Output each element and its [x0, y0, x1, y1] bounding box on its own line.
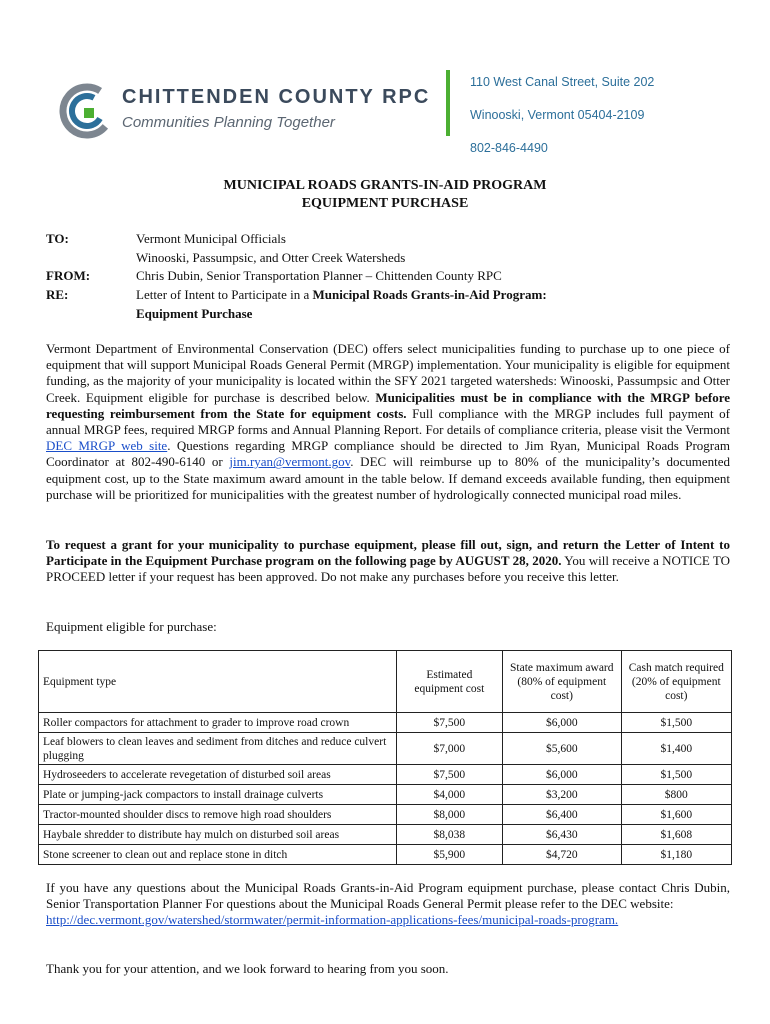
state-award-cell: $3,200	[503, 785, 622, 805]
intro-paragraph	[46, 341, 730, 503]
contact-text: If you have any questions about the Municipal Roads Grants-in-Aid Program equipment purchase, please contact Chris Dubin, Senior Transportation Planner For questions about the Municipal Roads General Permit please refer to the DEC website:	[46, 880, 730, 912]
to-label: TO:	[46, 231, 69, 246]
request-paragraph	[46, 537, 730, 586]
org-name: CHITTENDEN COUNTY RPC	[122, 86, 431, 108]
state-award-cell: $5,600	[503, 733, 622, 765]
estimated-cost-cell: $7,500	[396, 713, 502, 733]
estimated-cost-cell: $8,038	[396, 825, 502, 845]
equipment-type-cell: Plate or jumping-jack compactors to install drainage culverts	[39, 785, 397, 805]
col-state-award: State maximum award (80% of equipment cost)	[503, 651, 622, 713]
state-award-cell: $4,720	[503, 845, 622, 865]
table-row	[39, 733, 732, 765]
table-row	[39, 845, 732, 865]
equipment-type-cell: Hydroseeders to accelerate revegetation of disturbed soil areas	[39, 765, 397, 785]
col-equipment-type: Equipment type	[39, 651, 397, 713]
cash-match-cell: $1,500	[621, 713, 731, 733]
re-label: RE:	[46, 287, 69, 302]
estimated-cost-cell: $4,000	[396, 785, 502, 805]
intro-text-1: Vermont Department of Environmental Conservation (DEC) offers select municipalities funding to purchase up to one piece of equipment that will support Municipal Roads General Permit (MRGP) implementation. Your municipality is eligible for equipment funding, as the majority of your municipality is located within the SFY 2021 targeted watersheds: Winooski, Passumpsic and Otter Creek. Equipment eligible for purchase is described below.	[46, 341, 730, 405]
state-award-cell: $6,400	[503, 805, 622, 825]
document-subtitle: EQUIPMENT PURCHASE	[301, 196, 469, 211]
equipment-type-cell: Leaf blowers to clean leaves and sediment from ditches and reduce culvert plugging	[39, 733, 397, 765]
equipment-table	[38, 650, 732, 865]
phone-number: 802-846-4490	[470, 141, 548, 155]
to-line1: Vermont Municipal Officials	[136, 231, 286, 246]
compliance-notice: Municipalities must be in compliance with the MRGP before requesting reimbursement from the State for equipment costs.	[46, 389, 731, 421]
intro-text-3: . Questions regarding MRGP compliance should be directed to Jim Ryan, Municipal Roads Program Coordinator at 802-490-6140 or	[46, 438, 730, 470]
cash-match-cell: $1,600	[621, 805, 731, 825]
request-text: You will receive a NOTICE TO PROCEED letter if your request has been approved. Do not make any purchases before you receive this letter.	[46, 553, 730, 585]
dec-program-link[interactable]: http://dec.vermont.gov/watershed/stormwater/permit-information-applications-fees/municipal-roads-program.	[46, 912, 619, 928]
table-header-row	[39, 651, 732, 713]
state-award-cell: $6,000	[503, 765, 622, 785]
col-cash-match: Cash match required (20% of equipment cost)	[621, 651, 731, 713]
table-row	[39, 825, 732, 845]
table-row	[39, 713, 732, 733]
equipment-type-cell: Roller compactors for attachment to grader to improve road crown	[39, 713, 397, 733]
contact-paragraph	[46, 880, 730, 929]
document-title: MUNICIPAL ROADS GRANTS-IN-AID PROGRAM	[223, 178, 547, 193]
request-instructions: To request a grant for your municipality to purchase equipment, please fill out, sign, and return the Letter of Intent to Participate in the Equipment Purchase program on the following page by AUGUST 28, 2020.	[46, 537, 730, 569]
state-award-cell: $6,000	[503, 713, 622, 733]
estimated-cost-cell: $7,500	[396, 765, 502, 785]
estimated-cost-cell: $5,900	[396, 845, 502, 865]
equipment-type-cell: Stone screener to clean out and replace stone in ditch	[39, 845, 397, 865]
org-tagline: Communities Planning Together	[122, 114, 335, 131]
equipment-type-cell: Tractor-mounted shoulder discs to remove high road shoulders	[39, 805, 397, 825]
re-value	[136, 287, 547, 303]
cash-match-cell: $1,500	[621, 765, 731, 785]
address-line2: Winooski, Vermont 05404-2109	[470, 108, 645, 122]
table-row	[39, 765, 732, 785]
org-logo	[58, 80, 438, 142]
re-prefix: Letter of Intent to Participate in a	[136, 287, 313, 302]
dec-mrgp-link[interactable]: DEC MRGP web site	[46, 438, 168, 454]
header-divider	[446, 70, 450, 136]
table-row	[39, 785, 732, 805]
logo-mark-icon	[58, 82, 116, 140]
equipment-type-cell: Haybale shredder to distribute hay mulch on disturbed soil areas	[39, 825, 397, 845]
table-body	[39, 713, 732, 865]
cash-match-cell: $1,180	[621, 845, 731, 865]
col-estimated-cost: Estimated equipment cost	[396, 651, 502, 713]
to-line2: Winooski, Passumpsic, and Otter Creek Watersheds	[136, 250, 406, 265]
from-value: Chris Dubin, Senior Transportation Planner – Chittenden County RPC	[136, 268, 502, 283]
address-line1: 110 West Canal Street, Suite 202	[470, 75, 655, 89]
table-row	[39, 805, 732, 825]
cash-match-cell: $1,400	[621, 733, 731, 765]
cash-match-cell: $1,608	[621, 825, 731, 845]
estimated-cost-cell: $8,000	[396, 805, 502, 825]
cash-match-cell: $800	[621, 785, 731, 805]
intro-text-2: Full compliance with the MRGP includes full payment of annual MRGP fees, required MRGP forms and Annual Planning Report. For details of compliance criteria, please visit the Vermont	[46, 405, 730, 438]
state-award-cell: $6,430	[503, 825, 622, 845]
from-label: FROM:	[46, 268, 91, 283]
intro-text-4: . DEC will reimburse up to 80% of the municipality’s documented equipment cost, up to the State maximum award amount in the table below. If demand exceeds available funding, then equipment purchase will be prioritized for municipalities with the greatest number of hydrologically connected municipal road miles.	[46, 454, 730, 502]
eligible-label: Equipment eligible for purchase:	[46, 619, 217, 634]
closing-line: Thank you for your attention, and we look forward to hearing from you soon.	[46, 961, 449, 976]
re-bold: Municipal Roads Grants-in-Aid Program:	[312, 287, 547, 302]
re-line2: Equipment Purchase	[136, 306, 253, 321]
email-link[interactable]: jim.ryan@vermont.gov	[229, 454, 351, 470]
estimated-cost-cell: $7,000	[396, 733, 502, 765]
